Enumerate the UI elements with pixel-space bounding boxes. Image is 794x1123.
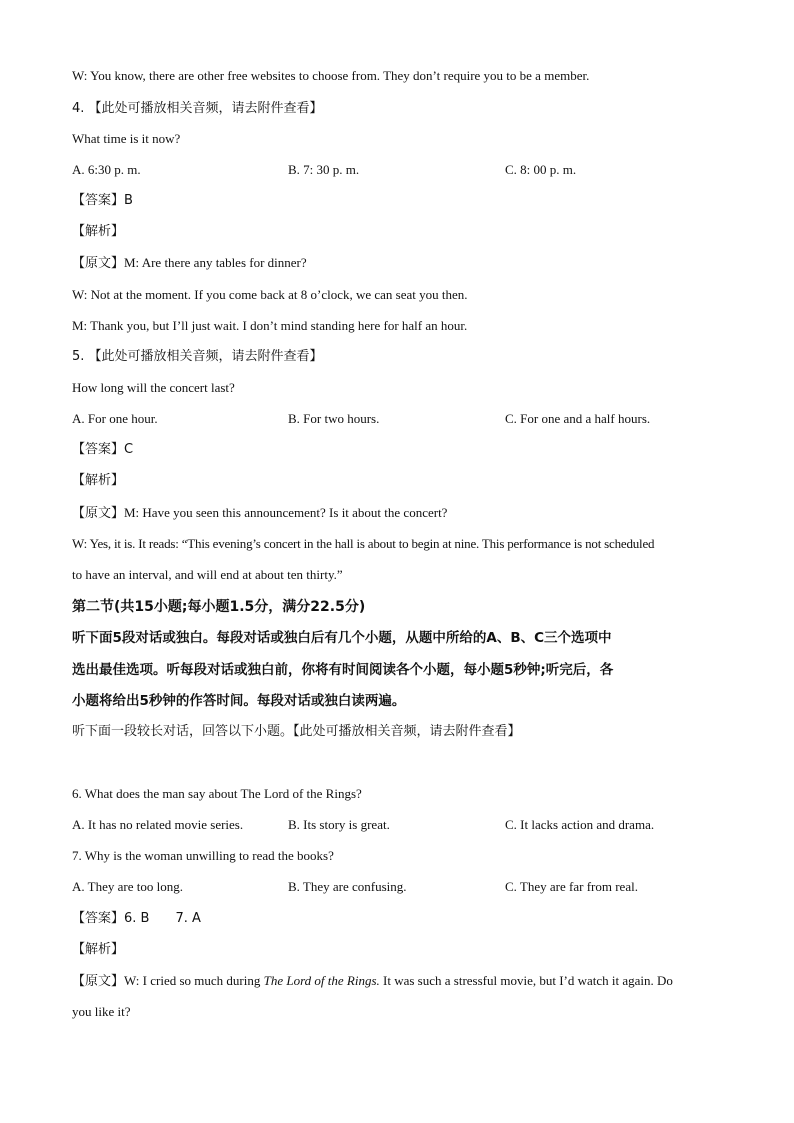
- section-2-intro: 听下面一段较长对话，回答以下小题。【此处可播放相关音频，请去附件查看】: [72, 724, 521, 739]
- option-c: C. They are far from real.: [505, 879, 638, 894]
- option-a: A. It has no related movie series.: [72, 817, 244, 832]
- section-2-instructions: 小题将给出5秒钟的作答时间。每段对话或独白读两遍。: [72, 693, 406, 709]
- option-a: A. 6:30 p. m.: [72, 162, 141, 177]
- question-7-text: 7. Why is the woman unwilling to read the books?: [72, 848, 334, 863]
- transcript-line: 【原文】M: Have you seen this announcement? Is it about the concert?: [72, 505, 448, 520]
- answer-label: 【答案】C: [72, 442, 134, 457]
- question-5-text: How long will the concert last?: [72, 380, 235, 395]
- option-c: C. For one and a half hours.: [505, 411, 651, 426]
- transcript-rest: It was such a stressful movie, but I’d watch it again. Do: [379, 973, 673, 988]
- transcript-line: you like it?: [72, 1004, 131, 1019]
- section-2-instructions: 听下面5段对话或独白。每段对话或独白后有几个小题，从题中所给的A、B、C三个选项中: [72, 630, 612, 646]
- section-2-title: 第二节(共15小题;每小题1.5分，满分22.5分): [72, 599, 366, 615]
- analysis-label: 【解析】: [72, 473, 125, 488]
- option-b: B. Its story is great.: [288, 817, 390, 832]
- section-2-instructions: 选出最佳选项。听每段对话或独白前，你将有时间阅读各个小题，每小题5秒钟;听完后，各: [72, 662, 614, 678]
- option-c: C. It lacks action and drama.: [505, 817, 655, 832]
- transcript-line: 【原文】M: Are there any tables for dinner?: [72, 255, 307, 270]
- dialogue-line: W: You know, there are other free websites to choose from. They don’t require you to be a member.: [72, 68, 590, 83]
- answer-label: 【答案】B: [72, 193, 133, 208]
- question-6-text: 6. What does the man say about The Lord of the Rings?: [72, 786, 362, 801]
- transcript-line: to have an interval, and will end at about ten thirty.”: [72, 567, 343, 582]
- option-b: B. 7: 30 p. m.: [288, 162, 360, 177]
- transcript-line: W: Not at the moment. If you come back at 8 o’clock, we can seat you then.: [72, 287, 468, 302]
- transcript-prefix: 【原文】W: I cried so much during: [72, 973, 264, 988]
- movie-title: The Lord of the Rings.: [263, 973, 380, 988]
- option-b: B. They are confusing.: [288, 879, 407, 894]
- transcript-line: [72, 972, 724, 990]
- transcript-line: W: Yes, it is. It reads: “This evening’s concert in the hall is about to begin at nine. This performance is not scheduled: [72, 536, 655, 551]
- analysis-label: 【解析】: [72, 224, 125, 239]
- transcript-line: M: Thank you, but I’ll just wait. I don’t mind standing here for half an hour.: [72, 318, 468, 333]
- question-5-title: 5. 【此处可播放相关音频，请去附件查看】: [72, 349, 323, 364]
- option-a: A. For one hour.: [72, 411, 158, 426]
- analysis-label: 【解析】: [72, 942, 125, 957]
- option-a: A. They are too long.: [72, 879, 183, 894]
- question-4-title: 4. 【此处可播放相关音频，请去附件查看】: [72, 101, 323, 116]
- option-b: B. For two hours.: [288, 411, 380, 426]
- option-c: C. 8: 00 p. m.: [505, 162, 577, 177]
- answer-label: 【答案】6. B 7. A: [72, 911, 201, 926]
- question-4-text: What time is it now?: [72, 131, 181, 146]
